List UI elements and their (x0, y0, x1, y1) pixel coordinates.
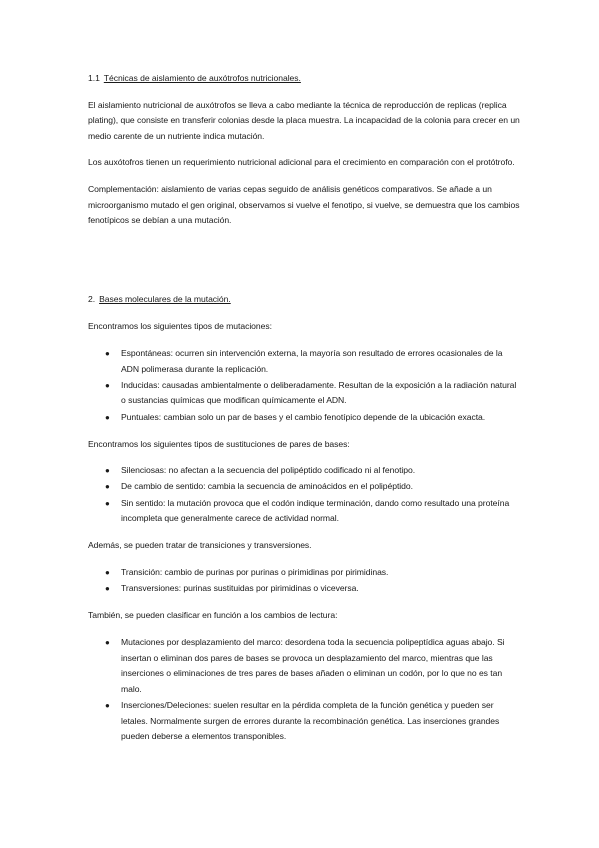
mutation-types-list (88, 346, 520, 425)
list-item: ● Inducidas: causadas ambientalmente o deliberadamente. Resultan de la exposición a la radiación natural o sustancias químicas que modifican químicamente el ADN. (105, 379, 517, 406)
bullet-icon: ● (105, 380, 110, 390)
bullet-icon: ● (105, 638, 110, 647)
section-1-1-heading (88, 71, 520, 87)
bullet-icon: ● (105, 700, 110, 710)
bullet-icon: ● (105, 498, 110, 508)
bullet-icon: ● (105, 482, 110, 492)
bullet-icon: ● (105, 348, 110, 358)
list-item: ● Transición: cambio de purinas por purinas o pirimidinas por pirimidinas. (88, 565, 520, 581)
document-body (88, 71, 520, 745)
paragraph-replica-plating: El aislamiento nutricional de auxótrofos se lleva a cabo mediante la técnica de reproducción de replicas (replica plating), que consiste en transferir colonias desde la placa muestra. La incapacidad de la colonia para crecer en un medio carente de un nutriente indica mutación. (88, 99, 520, 141)
section-1-1-number: 1.1 (88, 73, 100, 83)
transition-types-list (88, 565, 520, 597)
intro-reading-frame: También, se pueden clasificar en función a los cambios de lectura: (88, 610, 338, 621)
list-item: ● De cambio de sentido: cambia la secuencia de aminoácidos en el polipéptido. (88, 479, 520, 495)
paragraph-auxotrophs: Los auxótofros tienen un requerimiento nutricional adicional para el crecimiento en comparación con el protótrofo. (88, 157, 515, 168)
intro-substitution-types: Encontramos los siguientes tipos de sustituciones de pares de bases: (88, 438, 350, 449)
bullet-icon: ● (105, 466, 110, 476)
intro-transitions: Además, se pueden tratar de transiciones y transversiones. (88, 540, 312, 551)
bullet-icon: ● (105, 584, 110, 594)
list-item: ● Espontáneas: ocurren sin intervención externa, la mayoría son resultado de errores ocasionales de la ADN polimerasa durante la replicación. (105, 347, 503, 374)
section-1-1-title: Técnicas de aislamiento de auxótrofos nutricionales. (103, 73, 301, 83)
intro-mutation-types: Encontramos los siguientes tipos de mutaciones: (88, 321, 272, 332)
section-2-heading (88, 292, 520, 308)
list-item: ● Silenciosas: no afectan a la secuencia del polipéptido codificado ni al fenotipo. (88, 463, 520, 479)
list-item: ● Inserciones/Deleciones: suelen resultar en la pérdida completa de la función genética y pueden ser letales. Normalmente surgen de errores durante la recombinación genética. Las inserciones grandes pueden deberse a elementos transponibles. (105, 699, 500, 742)
section-2-number: 2. (88, 293, 96, 304)
paragraph-complementation: Complementación: aislamiento de varias cepas seguido de análisis genéticos comparativos. Se añade a un microorganismo mutado el gen original, observamos si vuelve el fenotipo, si vuelve, se demuestra que los cambios fenotípicos se debían a una mutación. (88, 183, 520, 226)
list-item: ● Puntuales: cambian solo un par de bases y el cambio fenotípico depende de la ubicación exacta. (88, 410, 520, 426)
reading-frame-types-list (88, 635, 520, 745)
bullet-icon: ● (105, 568, 110, 578)
list-item: ● Sin sentido: la mutación provoca que el codón indique terminación, dando como resultado una proteína incompleta que generalmente carece de actividad normal. (105, 497, 510, 524)
section-2-title: Bases moleculares de la mutación. (99, 293, 231, 304)
substitution-types-list (88, 463, 520, 527)
bullet-icon: ● (105, 412, 110, 422)
list-item: ● Transversiones: purinas sustituidas por pirimidinas o viceversa. (88, 581, 520, 597)
list-item: ● Mutaciones por desplazamiento del marco: desordena toda la secuencia polipeptídica aguas abajo. Si insertan o eliminan dos pares de bases se provoca un desplazamiento del marco, mientras que las inserciones o eliminaciones de tres pares de bases añaden o eliminan un codón, por lo que no es tan malo. (105, 637, 505, 694)
